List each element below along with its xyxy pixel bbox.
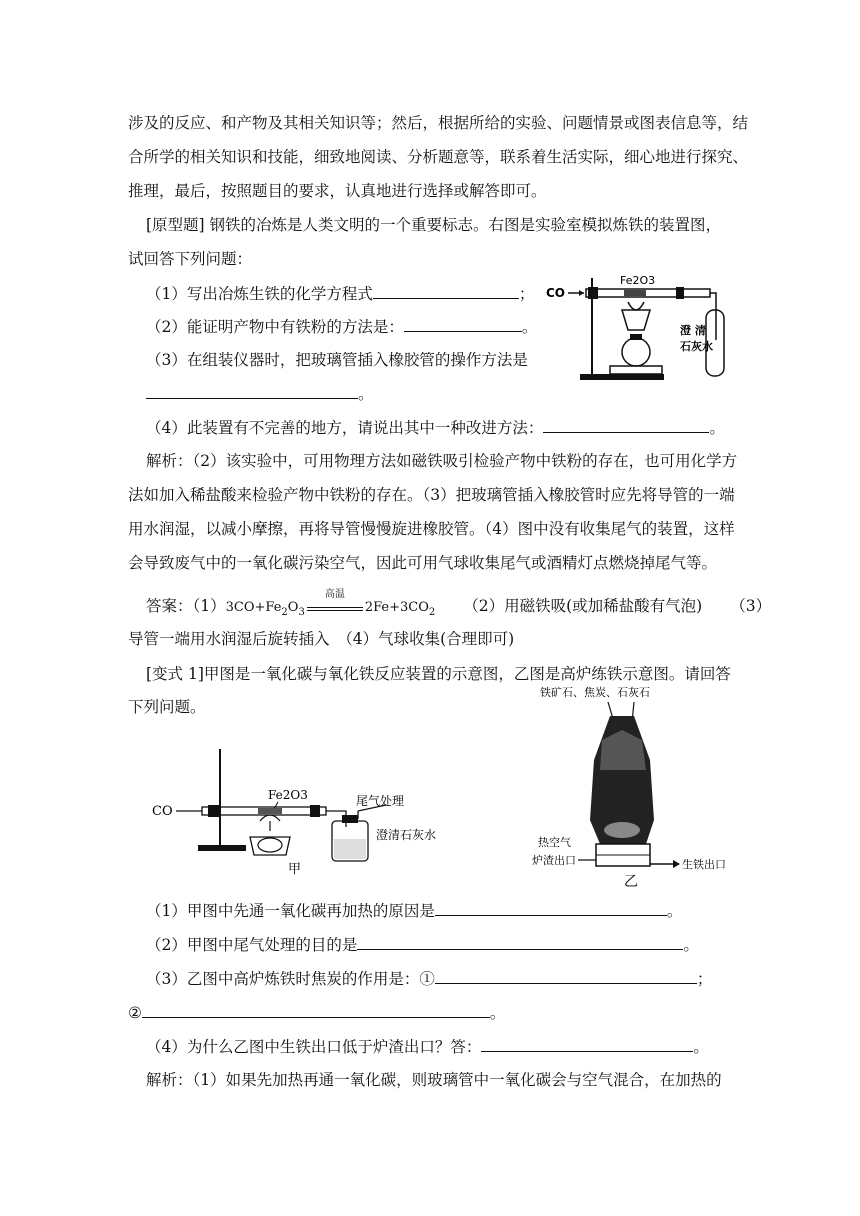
answer1-condition: 高温: [324, 589, 345, 600]
jia-tail-label: 尾气处理: [356, 794, 405, 808]
figure-jia: [150, 745, 450, 875]
variant1-q3b: [128, 1002, 505, 1023]
intro-line-3: 推理，最后，按照题目的要求，认真地进行选择或解答即可。: [128, 182, 547, 200]
variant1-q3-blank-1[interactable]: [435, 968, 697, 984]
prototype-q3: （3）在组装仪器时，把玻璃管插入橡胶管的操作方法是: [146, 351, 528, 369]
prototype-q3-cont: [146, 383, 374, 404]
intro-line-2: 合所学的相关知识和技能，细致地阅读、分析题意等，联系着生活实际，细心地进行探究、: [128, 148, 749, 166]
jia-caption: 甲: [288, 862, 302, 875]
variant1-q1-text: （1）甲图中先通一氧化碳再加热的原因是: [146, 902, 435, 920]
jia-co-label: CO: [152, 804, 173, 819]
fig-limewater-1: 澄 清: [680, 324, 706, 337]
variant1-q1-end: 。: [666, 902, 683, 920]
variant1-q4-text: （4）为什么乙图中生铁出口低于炉渣出口？答：: [146, 1038, 482, 1056]
answer1-a3: （3）: [730, 597, 772, 615]
answer1-eq-left-sub2: 3: [298, 607, 305, 619]
prototype-q2-text: （2）能证明产物中有铁粉的方法是：: [146, 318, 404, 336]
variant1-q2-text: （2）甲图中尾气处理的目的是: [146, 936, 358, 954]
prototype-q1: [146, 283, 534, 304]
answer1-eq-left-o: O: [287, 600, 299, 615]
variant1-q3b-end: 。: [489, 1004, 506, 1022]
answer1-eq-right: 2Fe+3CO: [364, 600, 429, 615]
prototype-q2-blank[interactable]: [404, 316, 522, 332]
prototype-q1-text: （1）写出冶炼生铁的化学方程式: [146, 285, 373, 303]
variant1-q2: [146, 934, 699, 955]
prototype-q4-text: （4）此装置有不完善的地方，请说出其中一种改进方法：: [146, 419, 544, 437]
answer1-equals-sign: [307, 589, 363, 611]
variant1-q3-end: ；: [696, 970, 713, 988]
prototype-q4-blank[interactable]: [543, 417, 709, 433]
jia-limewater-label: 澄清石灰水: [376, 828, 437, 842]
analysis2-line-1: 解析：（1）如果先加热再通一氧化碳，则玻璃管中一氧化碳会与空气混合，在加热的: [146, 1071, 722, 1089]
yi-caption: 乙: [624, 874, 638, 890]
variant1-q4-blank[interactable]: [481, 1036, 693, 1052]
yi-top-label: 铁矿石、焦炭、石灰石: [540, 686, 650, 699]
yi-hot-air-label: 热空气: [538, 836, 571, 849]
analysis1-line-4: 会导致废气中的一氧化碳污染空气，因此可用气球收集尾气或酒精灯点燃烧掉尾气等。: [128, 554, 718, 572]
answer1-line-2: 导管一端用水润湿后旋转插入 （4）气球收集(合理即可): [128, 630, 515, 648]
analysis1-line-3: 用水润湿，以减小摩擦，再将导管慢慢旋进橡胶管。（4）图中没有收集尾气的装置，这样: [128, 520, 735, 538]
prototype-line-2: 试回答下列问题：: [128, 250, 253, 268]
variant1-q1: [146, 900, 682, 921]
answer1-label: 答案：（1）: [146, 597, 226, 615]
variant1-q4: [146, 1036, 709, 1057]
answer1-eq-right-sub: 2: [428, 607, 436, 619]
figure-yi: [530, 680, 740, 890]
answer1-line-1: [146, 589, 772, 623]
prototype-q1-blank[interactable]: [373, 283, 519, 299]
intro-line-1: 涉及的反应、和产物及其相关知识等；然后，根据所给的实验、问题情景或图表信息等，结: [128, 114, 749, 132]
prototype-q3-end: 。: [358, 385, 374, 403]
variant1-q3-blank-2[interactable]: [142, 1002, 490, 1018]
answer1-a2: （2）用磁铁吸(或加稀盐酸有气泡): [463, 597, 703, 615]
analysis1-line-2: 法如加入稀盐酸来检验产物中铁粉的存在。（3）把玻璃管插入橡胶管时应先将导管的一端: [128, 486, 735, 504]
prototype-apparatus-figure: [540, 270, 730, 385]
fig-limewater-2: 石灰水: [680, 340, 713, 353]
prototype-q4-end: 。: [709, 419, 725, 437]
prototype-q2-end: 。: [521, 318, 538, 336]
fig-co-label: CO: [546, 286, 566, 300]
answer1-eq-left: 3CO+Fe: [225, 600, 282, 615]
prototype-q3-blank[interactable]: [146, 383, 358, 399]
analysis1-line-1: 解析：（2）该实验中，可用物理方法如磁铁吸引检验产物中铁粉的存在，也可用化学方: [146, 452, 738, 470]
variant1-q3: [146, 968, 712, 989]
answer1-eq-left-sub: 2: [281, 607, 288, 619]
prototype-q2: [146, 316, 537, 337]
fig-fe2o3-label: Fe2O3: [620, 274, 656, 287]
yi-iron-label: 生铁出口: [682, 858, 726, 871]
variant1-q1-blank[interactable]: [435, 900, 667, 916]
variant1-line-1: [变式 1]甲图是一氧化碳与氧化铁反应装置的示意图，乙图是高炉练铁示意图。请回答: [146, 665, 731, 683]
variant1-q3-text: （3）乙图中高炉炼铁时焦炭的作用是：①: [146, 970, 435, 988]
variant1-q2-end: 。: [683, 936, 699, 954]
variant1-line-2: 下列问题。: [128, 698, 206, 716]
variant1-q4-end: 。: [693, 1038, 709, 1056]
prototype-q1-end: ；: [518, 285, 535, 303]
yi-slag-label: 炉渣出口: [532, 854, 576, 867]
prototype-line-1: [原型题] 钢铁的冶炼是人类文明的一个重要标志。右图是实验室模拟炼铁的装置图，: [146, 216, 722, 234]
variant1-q3b-text: ②: [128, 1004, 142, 1022]
variant1-q2-blank[interactable]: [357, 934, 683, 950]
jia-fe2o3-label: Fe2O3: [268, 788, 308, 802]
prototype-q4: [146, 417, 725, 438]
